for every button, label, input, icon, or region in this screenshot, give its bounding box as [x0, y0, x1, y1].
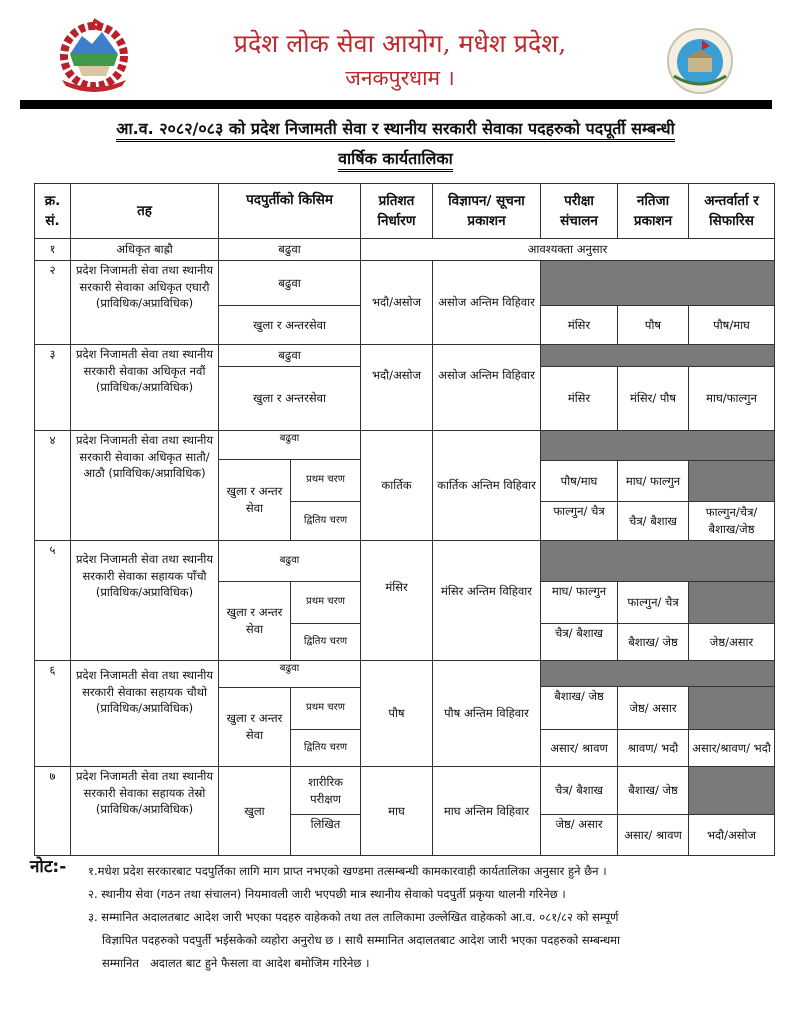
row4-phase1-interview-shaded: [688, 460, 775, 502]
row7-phase1-result: बैशाख/ जेष्ठ: [617, 766, 689, 815]
organization-location: जनकपुरधाम ।: [345, 66, 455, 90]
row6-percent: पौष: [360, 660, 433, 767]
note-3: ३. सम्मानित अदालतबाट आदेश जारी भएका पदहरु वाहेकको तथा तल तालिकामा उल्लेखित वाहेकको आ.व. ०८१/८२ को सम्पूर्ण: [88, 910, 619, 924]
col-header-advert: विज्ञापन/ सूचना प्रकाशन: [432, 183, 541, 239]
row3-percent: भदौ/असोज: [360, 344, 433, 431]
row6-advert: पौष अन्तिम विहिवार: [432, 660, 541, 767]
row2-interview: पौष/माघ: [688, 305, 775, 345]
row3-type-promotion: बढुवा: [218, 344, 361, 367]
row1-merged-note: आवश्यक्ता अनुसार: [360, 238, 775, 261]
row7-phase1-interview-shaded: [688, 766, 775, 815]
row4-type-promotion: बढुवा: [218, 430, 361, 460]
header-rule: [20, 100, 772, 109]
row7-phase1-exam: चैत्र/ बैशाख: [540, 766, 618, 815]
row4-percent: कार्तिक: [360, 430, 433, 541]
row3-level: प्रदेश निजामती सेवा तथा स्थानीय सरकारी सेवाका अधिकृत नवौं (प्राविधिक/अप्राविधिक): [70, 344, 219, 431]
row3-type-open: खुला र अन्तरसेवा: [218, 366, 361, 431]
note-2: २. स्थानीय सेवा (गठन तथा संचालन) नियमावली जारी भएपछी मात्र स्थानीय सेवाको पदपुर्ती प्रकृया थालनी गरिनेछ ।: [88, 887, 566, 901]
col-header-exam: परीक्षा संचालन: [540, 183, 618, 239]
row6-phase2: द्वितिय चरण: [290, 729, 361, 767]
row6-phase1-exam: बैशाख/ जेष्ठ: [540, 686, 618, 730]
note-3-cont-1: विज्ञापित पदहरुको पदपुर्ती भईसकेको व्यहोरा अनुरोध छ । साथै सम्मानित अदालतबाट आदेश जारी भएका पदहरुको सम्बन्धमा: [102, 933, 621, 947]
row4-phase2-result: चैत्र/ बैशाख: [617, 501, 689, 541]
row1-type: बढुवा: [218, 238, 361, 261]
row5-phase2-exam: चैत्र/ बैशाख: [540, 623, 618, 661]
row1-level: अधिकृत बाह्रौ: [70, 238, 219, 261]
row6-level: प्रदेश निजामती सेवा तथा स्थानीय सरकारी सेवाका सहायक चौथो (प्राविधिक/अप्राविधिक): [70, 660, 219, 767]
row6-phase1-result: जेष्ठ/ असार: [617, 686, 689, 730]
row5-sn: ५: [34, 540, 71, 661]
row5-phase2: द्वितिय चरण: [290, 623, 361, 661]
row2-result: पौष: [617, 305, 689, 345]
row4-shaded: [540, 430, 775, 461]
document-title-line1: आ.व. २०८२/०८३ को प्रदेश निजामती सेवा र स्थानीय सरकारी सेवाका पदहरुको पदपूर्ती सम्बन्धी: [116, 119, 674, 142]
row4-level: प्रदेश निजामती सेवा तथा स्थानीय सरकारी सेवाका अधिकृत सातौ/आठौ (प्राविधिक/अप्राविधिक): [70, 430, 219, 541]
row5-phase1-result: फाल्गुन/ चैत्र: [617, 581, 689, 624]
row7-type-open: खुला: [218, 766, 291, 856]
row7-phase2-result: असार/ श्रावण: [617, 814, 689, 856]
row4-phase2-exam: फाल्गुन/ चैत्र: [540, 501, 618, 541]
col-header-type: पदपुर्तीको किसिम: [218, 183, 361, 239]
row6-phase2-result: श्रावण/ भदौ: [617, 729, 689, 767]
row7-phase1: शारीरिक परीक्षण: [290, 766, 361, 815]
row6-type-promotion: बढुवा: [218, 660, 361, 688]
col-header-percent: प्रतिशत निर्धारण: [360, 183, 433, 239]
row6-type-open: खुला र अन्तर सेवा: [218, 687, 291, 767]
note-3-cont-2: सम्मानित अदालत बाट हुने फैसला वा आदेश बमोजिम गरिनेछ ।: [102, 956, 370, 970]
row7-advert: माघ अन्तिम विहिवार: [432, 766, 541, 856]
row7-phase2-exam: जेष्ठ/ असार: [540, 814, 618, 856]
row5-phase1-exam: माघ/ फाल्गुन: [540, 581, 618, 624]
row5-phase1-interview-shaded: [688, 581, 775, 624]
row4-phase1-exam: पौष/माघ: [540, 460, 618, 502]
organization-name: प्रदेश लोक सेवा आयोग, मधेश प्रदेश,: [233, 29, 567, 58]
nepal-emblem-icon: [48, 14, 140, 94]
row2-percent: भदौ/असोज: [360, 260, 433, 345]
row2-advert: असोज अन्तिम विहिवार: [432, 260, 541, 345]
row3-advert: असोज अन्तिम विहिवार: [432, 344, 541, 431]
row3-shaded: [540, 344, 775, 367]
row5-phase2-result: बैशाख/ जेष्ठ: [617, 623, 689, 661]
col-header-sn: क्र. सं.: [34, 183, 71, 239]
row5-percent: मंसिर: [360, 540, 433, 661]
row4-phase1-result: माघ/ फाल्गुन: [617, 460, 689, 502]
row7-phase2-interview: भदौ/असोज: [688, 814, 775, 856]
row6-phase1-interview-shaded: [688, 686, 775, 730]
row6-phase1: प्रथम चरण: [290, 687, 361, 730]
row2-shaded: [540, 260, 775, 306]
col-header-level: तह: [70, 183, 219, 239]
commission-seal-icon: [660, 26, 740, 96]
row4-phase2-interview: फाल्गुन/चैत्र/ बैशाख/जेष्ठ: [688, 501, 775, 541]
row5-type-promotion: बढुवा: [218, 540, 361, 582]
row2-type-open: खुला र अन्तरसेवा: [218, 305, 361, 345]
row3-interview: माघ/फाल्गुन: [688, 366, 775, 431]
row6-sn: ६: [34, 660, 71, 767]
col-header-interview: अन्तर्वार्ता र सिफारिस: [688, 183, 775, 239]
row5-phase2-interview: जेष्ठ/असार: [688, 623, 775, 661]
row3-result: मंसिर/ पौष: [617, 366, 689, 431]
col-header-result: नतिजा प्रकाशन: [617, 183, 689, 239]
row7-sn: ७: [34, 766, 71, 856]
row4-type-open: खुला र अन्तर सेवा: [218, 459, 291, 541]
row5-level: प्रदेश निजामती सेवा तथा स्थानीय सरकारी सेवाका सहायक पाँचौ (प्राविधिक/अप्राविधिक): [70, 540, 219, 661]
row4-advert: कार्तिक अन्तिम विहिवार: [432, 430, 541, 541]
row4-phase1: प्रथम चरण: [290, 459, 361, 502]
note-1: १.मधेश प्रदेश सरकारबाट पदपुर्तिका लागि माग प्राप्त नभएको खण्डमा तत्सम्बन्धी कामकारवाही कार्यतालिका अनुसार हुने छैन ।: [88, 864, 607, 878]
row5-phase1: प्रथम चरण: [290, 581, 361, 624]
row2-exam: मंसिर: [540, 305, 618, 345]
row6-shaded: [540, 660, 775, 687]
row2-sn: २: [34, 260, 71, 345]
row4-sn: ४: [34, 430, 71, 541]
row1-sn: १: [34, 238, 71, 261]
document-subtitle: [40, 147, 751, 169]
row2-type-promotion: बढुवा: [218, 260, 361, 306]
row7-percent: माघ: [360, 766, 433, 856]
row5-shaded: [540, 540, 775, 582]
row6-phase2-exam: असार/ श्रावण: [540, 729, 618, 767]
row4-phase2: द्वितिय चरण: [290, 501, 361, 541]
document-title: [40, 117, 751, 139]
row6-phase2-interview: असार/श्रावण/ भदौ: [688, 729, 775, 767]
document-title-line2: वार्षिक कार्यतालिका: [338, 149, 453, 172]
row7-phase2: लिखित: [290, 814, 361, 856]
row5-type-open: खुला र अन्तर सेवा: [218, 581, 291, 661]
row5-advert: मंसिर अन्तिम विहिवार: [432, 540, 541, 661]
notes-label: नोट:-: [30, 857, 67, 877]
row3-exam: मंसिर: [540, 366, 618, 431]
row3-sn: ३: [34, 344, 71, 431]
row2-level: प्रदेश निजामती सेवा तथा स्थानीय सरकारी सेवाका अधिकृत एघारौ (प्राविधिक/अप्राविधिक): [70, 260, 219, 345]
row7-level: प्रदेश निजामती सेवा तथा स्थानीय सरकारी सेवाका सहायक तेस्रो (प्राविधिक/अप्राविधिक): [70, 766, 219, 856]
